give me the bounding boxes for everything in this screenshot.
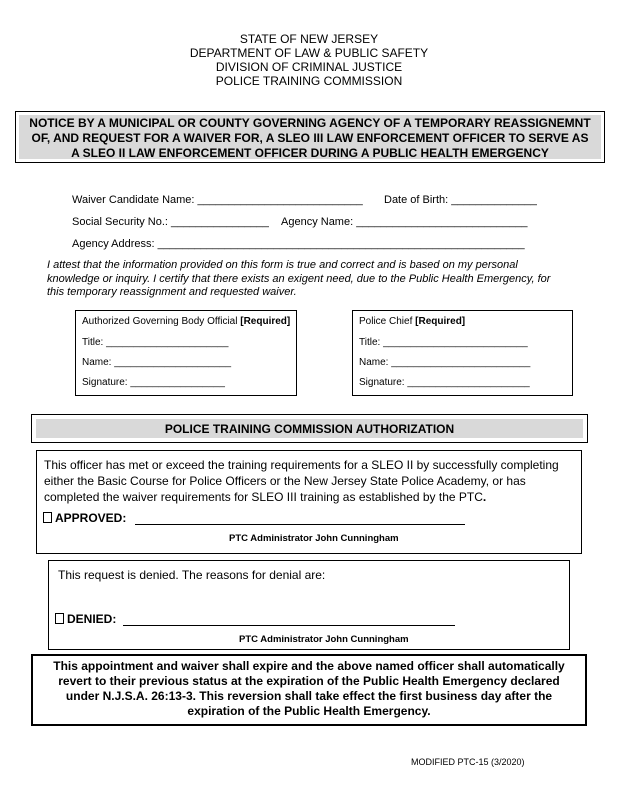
denial-statement: This request is denied. The reasons for denial are: [58,568,326,582]
denial-section [48,560,570,650]
official-required-tag: [Required] [240,316,291,327]
expiration-line-3: under N.J.S.A. 26:13-3. This reversion shall take effect the first business day after the [65,689,553,703]
header-department: DEPARTMENT OF LAW & PUBLIC SAFETY [189,46,429,60]
notice-title-box [15,111,605,163]
chief-required-tag: [Required] [415,316,466,327]
official-heading-label: Authorized Governing Body Official [82,316,238,327]
approval-statement [44,457,559,505]
attestation-line-2: knowledge or inquiry. I certify that there exists an exigent need, due to the Public Health Emergency, for [47,272,551,285]
official-title-field[interactable]: Title: ______________________ [82,337,229,348]
notice-line-1: NOTICE BY A MUNICIPAL OR COUNTY GOVERNING AGENCY OF A TEMPORARY REASSIGNEMNT [29,116,591,130]
expiration-line-1: This appointment and waiver shall expire and the above named officer shall automatically [53,659,565,673]
form-id: MODIFIED PTC-15 (3/2020) [411,757,525,767]
approval-line-2: either the Basic Course for Police Officers or the New Jersey State Police Academy, or has [44,474,526,488]
date-of-birth-field[interactable]: Date of Birth: ______________ [384,194,537,206]
approved-checkbox[interactable] [43,512,52,523]
approved-label: APPROVED: [55,511,127,525]
chief-title-field[interactable]: Title: __________________________ [359,337,528,348]
expiration-line-2: revert to their previous status at the expiration of the Public Health Emergency declared [58,674,560,688]
expiration-line-4: expiration of the Public Health Emergency. [187,704,431,718]
police-chief-box [352,310,573,396]
waiver-candidate-name-field[interactable]: Waiver Candidate Name: ___________________________ [72,194,363,206]
agency-name-field[interactable]: Agency Name: ____________________________ [281,216,528,228]
denied-signature-line[interactable] [123,625,455,626]
approval-line-3 [44,489,559,505]
approved-signature-line[interactable] [135,524,465,525]
header-state: STATE OF NEW JERSEY [239,32,379,46]
header-commission: POLICE TRAINING COMMISSION [215,74,403,88]
agency-address-field[interactable]: Agency Address: ____________________________________________________________ [72,238,525,250]
approval-line-3-period: . [482,490,487,504]
approved-administrator-name: PTC Administrator John Cunningham [229,533,399,544]
agency-header [0,32,618,88]
governing-official-box [75,310,297,396]
chief-signature-field[interactable]: Signature: ______________________ [359,377,530,388]
official-name-field[interactable]: Name: _____________________ [82,357,232,368]
denied-checkbox[interactable] [55,613,64,624]
header-division: DIVISION OF CRIMINAL JUSTICE [215,60,403,74]
denied-row [55,612,116,626]
approved-row [43,511,126,525]
chief-heading-label: Police Chief [359,316,413,327]
attestation-line-3: this temporary reassignment and requested waiver. [47,286,297,298]
approval-section [36,450,582,554]
attestation-statement [47,259,567,300]
denied-label: DENIED: [67,612,117,626]
ptc-authorization-heading: POLICE TRAINING COMMISSION AUTHORIZATION [36,419,583,438]
expiration-notice [31,654,587,726]
official-signature-field[interactable]: Signature: _________________ [82,377,225,388]
official-heading [82,316,290,327]
notice-title [19,115,601,159]
notice-line-3: A SLEO II LAW ENFORCEMENT OFFICER DURING A PUBLIC HEALTH EMERGENCY [71,146,549,160]
ptc-authorization-header-box [31,414,588,443]
notice-line-2: OF, AND REQUEST FOR A WAIVER FOR, A SLEO III LAW ENFORCEMENT OFFICER TO SERVE AS [31,131,589,145]
denied-administrator-name: PTC Administrator John Cunningham [239,634,409,645]
social-security-field[interactable]: Social Security No.: ________________ [72,216,269,228]
chief-name-field[interactable]: Name: _________________________ [359,357,531,368]
approval-line-1: This officer has met or exceed the training requirements for a SLEO II by successfully completing [44,458,559,472]
attestation-line-1: I attest that the information provided on this form is true and correct and is based on my personal [47,259,518,271]
approval-line-3-text: completed the waiver requirements for SLEO III training as established by the PTC [44,490,483,504]
chief-heading [359,316,465,327]
